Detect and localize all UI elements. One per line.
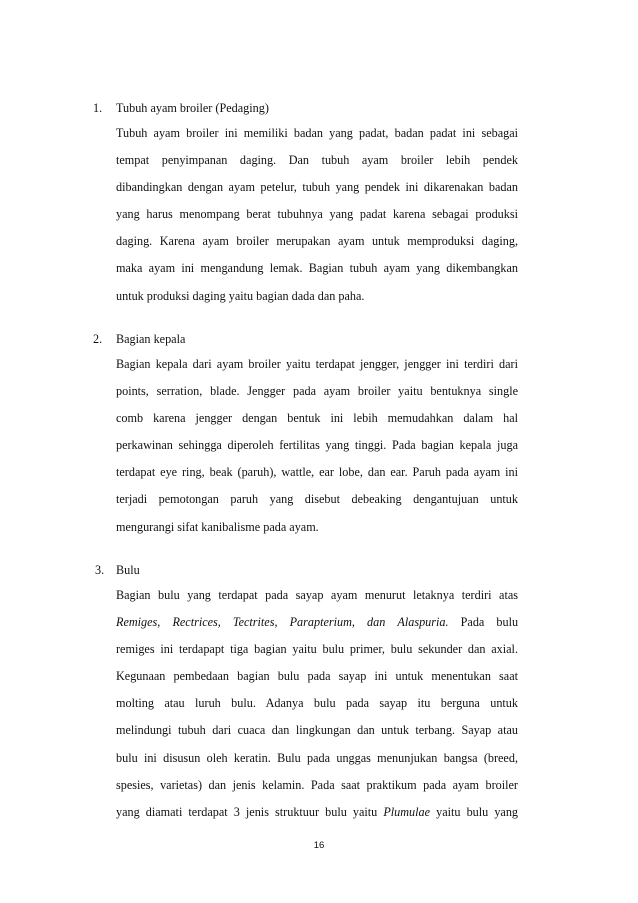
paragraph-line: daging. Karena ayam broiler merupakan ayam untuk memproduksi daging,	[116, 234, 518, 249]
paragraph-line: maka ayam ini mengandung lemak. Bagian tubuh ayam yang dikembangkan	[116, 261, 518, 276]
section-paragraph	[116, 351, 518, 541]
paragraph-line: terjadi pemotongan paruh yang disebut debeaking dengantujuan untuk	[116, 492, 518, 507]
paragraph-line: remiges ini terdapapt tiga bagian yaitu bulu primer, bulu sekunder dan axial.	[116, 642, 518, 657]
paragraph-line: yang harus menompang berat tubuhnya yang padat karena sebagai produksi	[116, 207, 518, 222]
paragraph-line: tempat penyimpanan daging. Dan tubuh ayam broiler lebih pendek	[116, 153, 518, 168]
paragraph-line: comb karena jengger dengan bentuk ini lebih memudahkan dalam hal	[116, 411, 518, 426]
page-number: 16	[313, 840, 325, 851]
paragraph-line: spesies, varietas) dan jenis kelamin. Pada saat praktikum pada ayam broiler	[116, 777, 518, 792]
paragraph-line: bulu ini disusun oleh keratin. Bulu pada unggas menunjukan bangsa (breed,	[116, 750, 518, 765]
section-paragraph	[116, 582, 518, 826]
paragraph-line: Bagian bulu yang terdapat pada sayap ayam menurut letaknya terdiri atas	[116, 588, 518, 602]
paragraph-line: terdapat eye ring, beak (paruh), wattle, ear lobe, dan ear. Paruh pada ayam ini	[116, 465, 518, 480]
paragraph-line: melindungi tubuh dari cuaca dan lingkungan dan untuk terbang. Sayap atau	[116, 723, 518, 738]
section-number: 1.	[93, 101, 103, 115]
paragraph-line-italic-names: Remiges, Rectrices, Tectrites, Parapterium, dan Alaspuria. Pada bulu	[116, 615, 518, 630]
paragraph-line: Bagian kepala dari ayam broiler yaitu terdapat jengger, jengger ini terdiri dari	[116, 357, 518, 371]
section-number: 2.	[93, 332, 103, 346]
paragraph-line: untuk produksi daging yaitu bagian dada dan paha.	[116, 288, 365, 303]
paragraph-line: mengurangi sifat kanibalisme pada ayam.	[116, 519, 319, 534]
paragraph-line: perkawinan sehingga diperoleh fertilitas yang tinggi. Pada bagian kepala juga	[116, 438, 518, 453]
paragraph-line: dibandingkan dengan ayam petelur, tubuh yang pendek ini dikarenakan badan	[116, 180, 518, 195]
section-heading: Tubuh ayam broiler (Pedaging)	[116, 101, 269, 115]
section-heading: Bulu	[116, 563, 140, 577]
paragraph-line: points, serration, blade. Jengger pada ayam broiler yaitu bentuknya single	[116, 384, 518, 399]
paragraph-line: yang diamati terdapat 3 jenis struktuur bulu yaitu Plumulae yaitu bulu yang	[116, 804, 518, 819]
section-heading: Bagian kepala	[116, 332, 186, 346]
section-number: 3.	[95, 563, 105, 577]
section-paragraph	[116, 120, 518, 310]
paragraph-line: molting atau luruh bulu. Adanya bulu pada sayap itu berguna untuk	[116, 696, 518, 711]
paragraph-line: Tubuh ayam broiler ini memiliki badan yang padat, badan padat ini sebagai	[116, 126, 518, 140]
paragraph-line: Kegunaan pembedaan bagian bulu pada sayap ini untuk menentukan saat	[116, 669, 518, 684]
